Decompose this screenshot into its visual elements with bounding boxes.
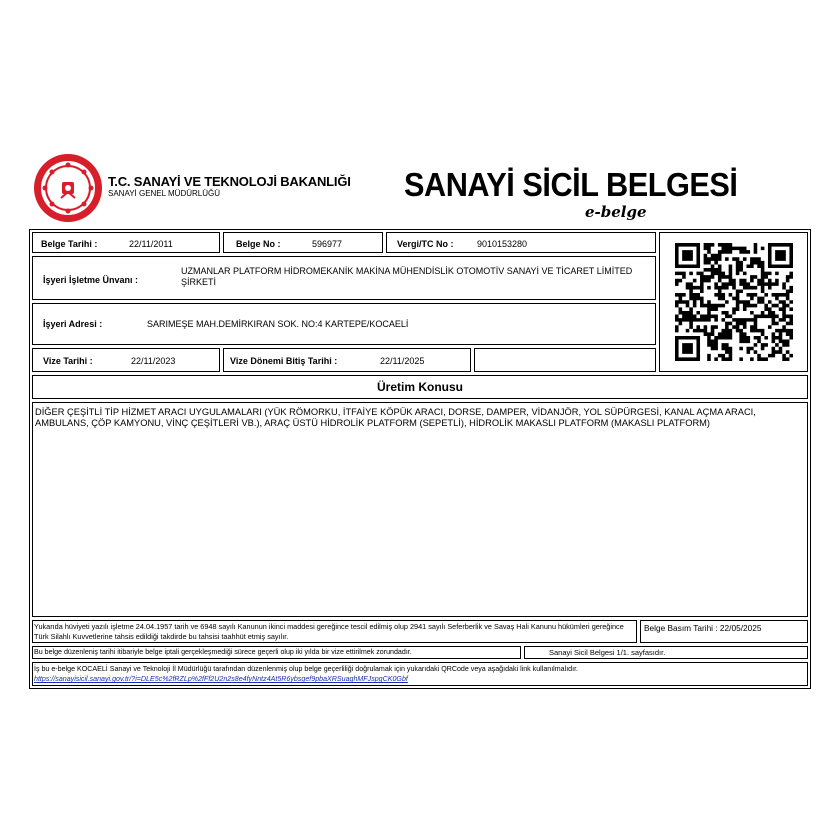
belge-tarihi-label: Belge Tarihi : (41, 239, 98, 249)
vergi-no-label: Vergi/TC No : (397, 239, 454, 249)
sayfa-text: Sanayi Sicil Belgesi 1/1. sayfasıdır. (549, 648, 666, 657)
vize-tarihi-cell (32, 348, 220, 372)
belge-no-label: Belge No : (236, 239, 281, 249)
dogrulama-text: İş bu e-belge KOCAELİ Sanayi ve Teknoloji İl Müdürlüğü tarafından düzenlenmiş olup belge geçerliliği doğrulamak için yukarıdaki QRCode veya aşağıdaki link kullanılmalıdır. (34, 665, 579, 673)
directorate-name: SANAYİ GENEL MÜDÜRLÜĞÜ (108, 189, 221, 198)
belge-no-value: 596977 (312, 239, 343, 249)
vergi-no-value: 9010153280 (477, 239, 528, 249)
unvan-cell (32, 256, 656, 300)
belge-no-cell (223, 232, 383, 253)
dogrulama-cell (32, 662, 808, 686)
uretim-text: DİĞER ÇEŞİTLİ TİP HİZMET ARACI UYGULAMALARI (YÜK RÖMORKU, İTFAİYE KÖPÜK ARACI, DORSE, DAMPER, VİDANJÖR, YOL SÜPÜRGESİ, KANAL AÇMA ARACI, AMBULANS, ÇÖP KAMYONU, VİNÇ ÇEŞİTLERİ VB.), ARAÇ ÜSTÜ HİDROLİK PLATFORM (SEPETLİ), HİDROLİK MAKASLI PLATFORM (MAKASLI PLATFORM) (35, 407, 756, 428)
sayfa-cell (524, 646, 808, 659)
basim-text: Belge Basım Tarihi : 22/05/2025 (644, 623, 762, 633)
document-title: SANAYİ SİCİL BELGESİ (404, 166, 738, 203)
vize-tarihi-value: 22/11/2023 (131, 356, 176, 366)
belge-tarihi-cell (32, 232, 220, 253)
gecerli-text: Bu belge düzenleniş tarihi itibariyle belge iptali gerçekleşmediği sürece geçerli olup iki yılda bir vize ettirilmek zorundadır. (34, 648, 412, 656)
vergi-no-cell (386, 232, 656, 253)
uretim-title: Üretim Konusu (376, 380, 463, 394)
uretim-body-cell (32, 402, 808, 617)
unvan-value: UZMANLAR PLATFORM HİDROMEKANİK MAKİNA MÜHENDİSLİK OTOMOTİV SANAYİ VE TİCARET LİMİTED ŞİRKETİ (181, 266, 633, 287)
unvan-label: İşyeri İşletme Ünvanı : (43, 275, 139, 285)
qr-cell (659, 232, 808, 372)
ministry-logo (32, 152, 104, 224)
ministry-name: T.C. SANAYİ VE TEKNOLOJİ BAKANLIĞI (108, 174, 351, 189)
legal-text: Yukarıda hüviyeti yazılı işletme 24.04.1957 tarih ve 6948 sayılı Kanunun ikinci maddesi gereğince tescil edilmiş olup 2941 sayılı Seferberlik ve Savaş Hali Kanunu hükümleri gereğince Türk Silahlı Kuvvetlerine tahsis edildiği takdirde bu tahsisi taahhüt etmiş sayılır. (34, 622, 624, 641)
belge-tarihi-value: 22/11/2011 (129, 239, 173, 249)
adres-label: İşyeri Adresi : (43, 319, 103, 329)
vize-bitis-value: 22/11/2025 (380, 356, 425, 366)
empty-cell (474, 348, 656, 372)
verification-link[interactable]: https://sanayisicil.sanayi.gov.tr/?i=DLE5c%2fRZLp%2fFf2U2n2s8e4fyNntz4At5R6ybsgef9pbaXRSuaghMFJspgCK0Gbf (34, 675, 408, 683)
vize-bitis-label: Vize Dönemi Bitiş Tarihi : (230, 356, 338, 366)
gecerli-cell (32, 646, 521, 659)
document-subtitle: e-belge (585, 203, 647, 221)
qr-code-icon (675, 243, 793, 361)
vize-tarihi-label: Vize Tarihi : (43, 356, 93, 366)
uretim-title-cell (32, 375, 808, 399)
basim-cell (640, 620, 808, 643)
legal-cell (32, 620, 637, 643)
adres-value: SARIMEŞE MAH.DEMİRKIRAN SOK. NO:4 KARTEPE/KOCAELİ (147, 319, 409, 329)
adres-cell (32, 303, 656, 345)
vize-bitis-cell (223, 348, 471, 372)
